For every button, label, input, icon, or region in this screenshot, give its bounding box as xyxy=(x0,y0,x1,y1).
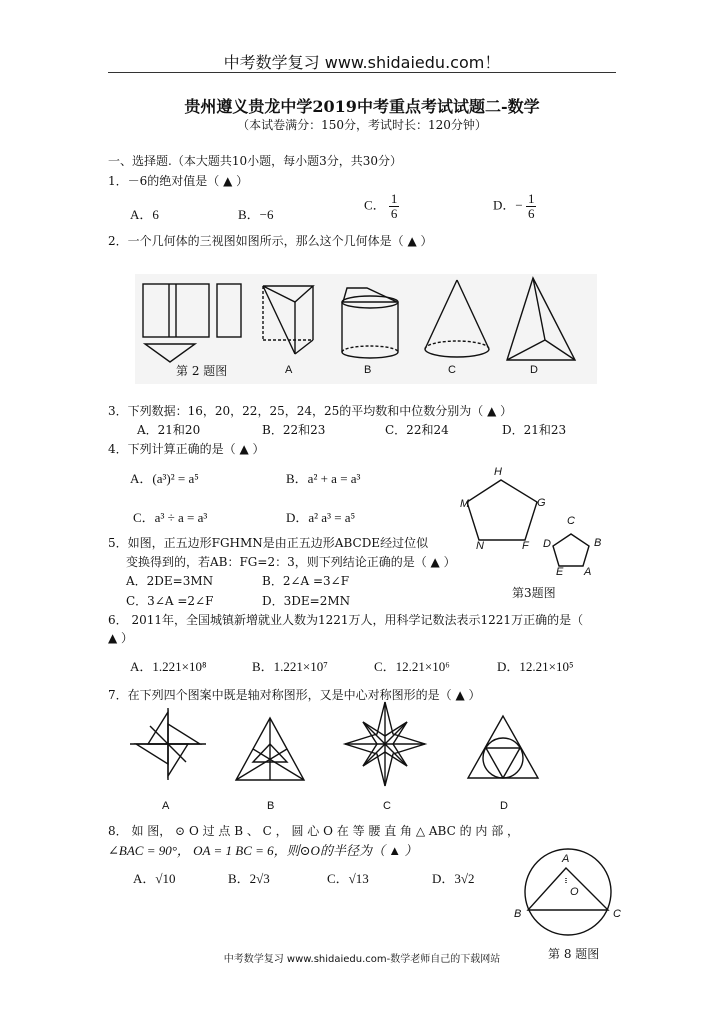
q3-option-b: B．22和23 xyxy=(262,423,326,437)
q7-label-d: D xyxy=(500,800,508,812)
q7-label-a: A xyxy=(162,800,170,812)
q5-line-1: 5．如图，正五边形FGHMN是由正五边形ABCDE经过位似 xyxy=(108,536,429,550)
q5-vertex-m: M xyxy=(460,498,470,510)
q6-option-c: C．12.21×10⁶ xyxy=(374,659,450,674)
q4-option-b: B．a² + a = a³ xyxy=(286,471,361,486)
q5-figure-label: 第3题图 xyxy=(512,586,556,600)
q1-option-d xyxy=(493,192,536,221)
q5-vertex-h: H xyxy=(494,466,502,478)
q5-vertex-b: B xyxy=(594,537,602,549)
q1-option-c-label: C． xyxy=(364,197,386,213)
section-heading: 一、选择题.（本大题共10小题，每小题3分，共30分） xyxy=(108,154,402,168)
side-view xyxy=(217,284,241,337)
q5-vertex-c: C xyxy=(567,515,575,527)
q5-line-2: 变换得到的，若AB：FG=2：3，则下列结论正确的是（ ▲ ） xyxy=(126,555,456,569)
q8-point-b: B xyxy=(514,908,522,920)
q8-option-b: B．2√3 xyxy=(228,871,270,886)
q7-triangle-circle xyxy=(468,716,538,778)
q8-option-d: D．3√2 xyxy=(432,871,475,886)
q6-option-d: D．12.21×10⁵ xyxy=(497,659,574,674)
q2-stem: 2．一个几何体的三视图如图所示，那么这个几何体是（ ▲ ） xyxy=(108,234,433,248)
q8-line-1: 8． 如 图， ⊙ O 过 点 B 、 C ， 圆 心 O 在 等 腰 直 角 △ ABC 的 内 部 ， xyxy=(108,824,520,838)
q5-option-c: C．3∠A =2∠F xyxy=(126,594,214,608)
q7-label-c: C xyxy=(383,800,391,812)
q8-point-c: C xyxy=(613,908,621,920)
q1-option-a: A．6 xyxy=(130,207,159,222)
q3-option-c: C．22和24 xyxy=(385,423,449,437)
q8-option-a: A．√10 xyxy=(133,871,176,886)
q7-stem: 7．在下列四个图案中既是轴对称图形，又是中心对称图形的是（ ▲ ） xyxy=(108,688,481,702)
pentagon-fghmn xyxy=(467,480,537,540)
q7-star xyxy=(345,702,425,786)
q6-option-b: B．1.221×10⁷ xyxy=(252,659,328,674)
q7-label-b: B xyxy=(267,800,275,812)
q5-option-a: A．2DE=3MN xyxy=(126,574,214,588)
q5-vertex-f: F xyxy=(522,540,529,552)
page-subtitle: （本试卷满分：150分，考试时长：120分钟） xyxy=(237,118,487,132)
page-footer: 中考数学复习 www.shidaiedu.com-数学老师自己的下载网站 xyxy=(223,954,501,965)
q4-option-a: A．(a³)² = a⁵ xyxy=(130,471,199,486)
q5-option-b: B．2∠A =3∠F xyxy=(262,574,350,588)
q5-vertex-a: A xyxy=(584,566,592,578)
q1-option-d-label: D．− xyxy=(493,197,523,213)
q6-line-2: ▲ ） xyxy=(108,631,134,645)
q5-vertex-n: N xyxy=(476,540,484,552)
q2-figure-label: 第 2 题图 xyxy=(176,364,228,378)
q2-label-a: A xyxy=(285,364,293,376)
q8-line-2: ∠BAC = 90°， OA = 1 BC = 6，则⊙O的半径为（ ▲ ） xyxy=(108,843,418,858)
q4-option-d: D．a² a³ = a⁵ xyxy=(286,510,356,525)
q1-stem: 1．－6的绝对值是（ ▲ ） xyxy=(108,174,249,188)
q8-figure-label: 第 8 题图 xyxy=(548,947,600,961)
q1-option-c xyxy=(364,192,399,221)
q7-pinwheel xyxy=(130,708,206,780)
q8-point-o: O xyxy=(570,886,579,898)
q1-option-d-fraction: $\frac{1}{6}$ xyxy=(527,191,535,221)
q2-label-b: B xyxy=(364,364,372,376)
q8-point-a: A xyxy=(562,853,570,865)
q6-option-a: A．1.221×10⁸ xyxy=(130,659,207,674)
q8-triangle xyxy=(528,868,608,910)
top-view xyxy=(145,344,195,362)
q7-figures xyxy=(120,700,560,800)
q7-triangle xyxy=(236,718,304,780)
q5-option-d: D．3DE=2MN xyxy=(262,594,351,608)
q5-vertex-d: D xyxy=(543,538,551,550)
q3-stem: 3．下列数据：16，20，22，25，24，25的平均数和中位数分别为（ ▲ ） xyxy=(108,404,513,418)
page-header: 中考数学复习 www.shidaiedu.com！ xyxy=(223,53,501,72)
q3-option-a: A．21和20 xyxy=(137,423,201,437)
page-title: 贵州遵义贵龙中学2019中考重点考试试题二-数学 xyxy=(184,97,540,116)
q8-option-c: C．√13 xyxy=(327,871,369,886)
q1-option-c-fraction: $\frac{1}{6}$ xyxy=(390,191,398,221)
q6-line-1: 6． 2011年，全国城镇新增就业人数为1221万人，用科学记数法表示1221万正确的是（ xyxy=(108,613,584,627)
q2-label-d: D xyxy=(530,364,538,376)
q5-vertex-g: G xyxy=(537,497,546,509)
header-divider xyxy=(108,72,616,73)
q4-stem: 4．下列计算正确的是（ ▲ ） xyxy=(108,442,265,456)
q1-option-b: B．−6 xyxy=(238,207,274,222)
pentagon-abcde xyxy=(553,534,589,566)
q4-option-c: C．a³ ÷ a = a³ xyxy=(133,510,208,525)
q3-option-d: D．21和23 xyxy=(502,423,567,437)
q5-vertex-e: E xyxy=(556,566,564,578)
q2-label-c: C xyxy=(448,364,456,376)
